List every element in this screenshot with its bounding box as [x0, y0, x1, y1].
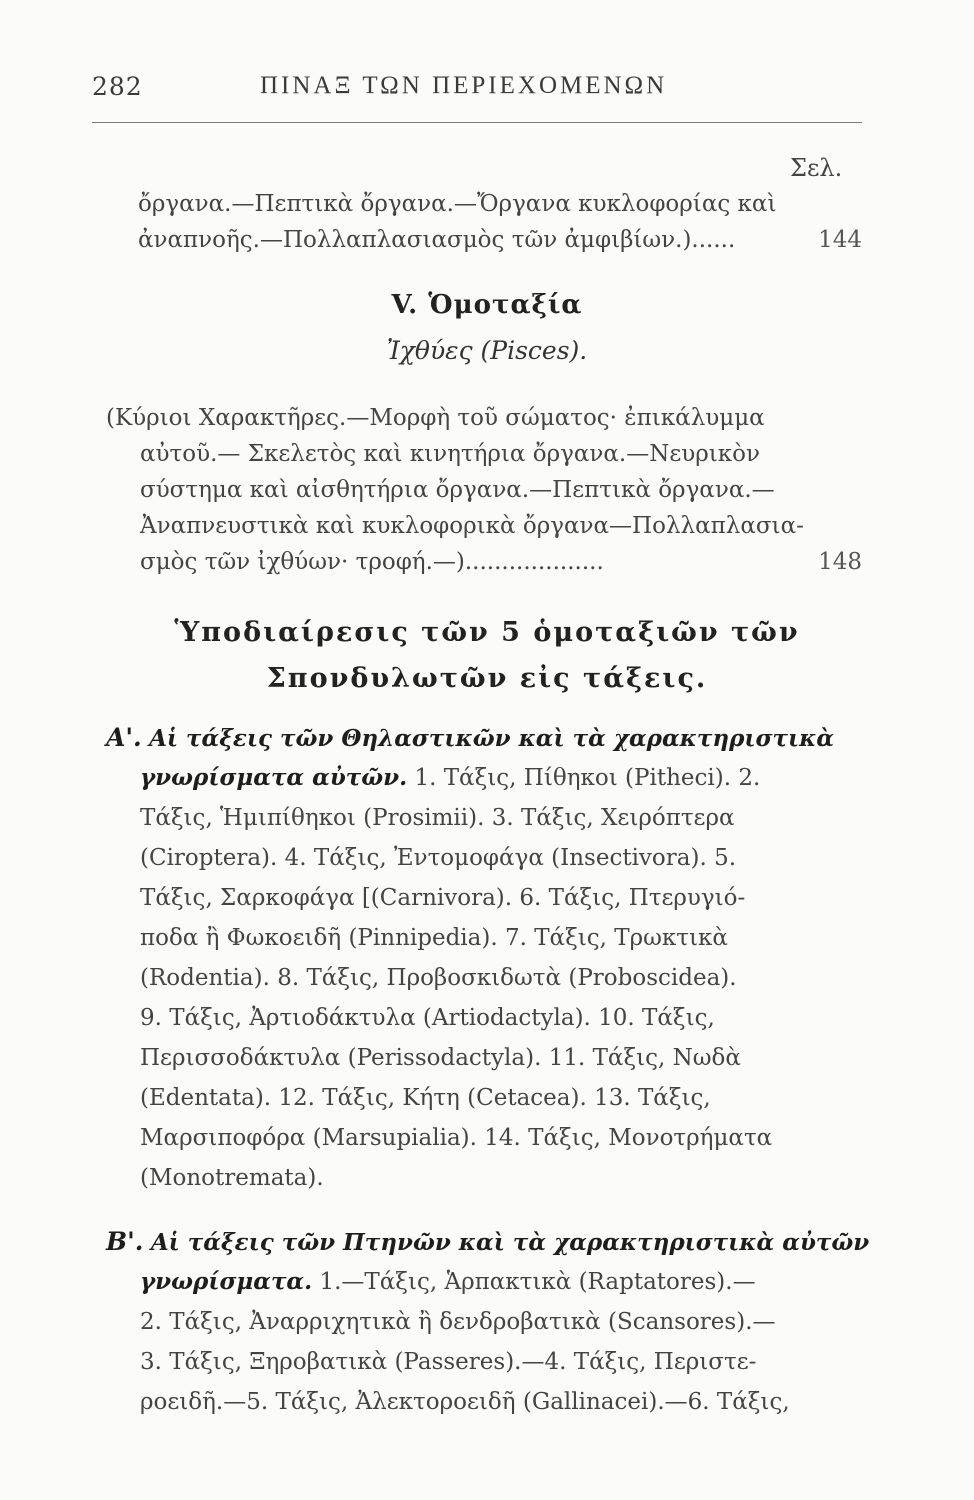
subsection-line: (Rodentia). 8. Τάξις, Προβοσκιδωτὰ (Proboscidea).: [140, 965, 737, 991]
description-line: σμὸς τῶν ἰχθύων· τροφή.—)...................: [140, 549, 604, 575]
subsection-title: γνωρίσματα αὐτῶν.: [140, 764, 408, 791]
subsection-title: Αἱ τάξεις τῶν Πτηνῶν καὶ τὰ χαρακτηριστικὰ αὐτῶν: [150, 1229, 870, 1256]
class-description: [106, 400, 862, 580]
running-title: ΠΙΝΑΞ ΤΩΝ ΠΕΡΙΕΧΟΜΕΝΩΝ: [260, 72, 668, 99]
subsection-line: 3. Τάξις, Ξηροβατικὰ (Passeres).—4. Τάξις, Περιστε-: [140, 1349, 757, 1375]
subsection-letter: Β'.: [106, 1227, 144, 1256]
page-column-label: Σελ.: [790, 154, 843, 182]
subsection-birds: [106, 1222, 870, 1422]
entry-line: ἀναπνοῆς.—Πολλαπλασιασμὸς τῶν ἀμφιβίων.)......: [138, 227, 736, 253]
class-name: Ἰχθύες (Pisces).: [386, 336, 588, 365]
page-number: 282: [92, 72, 143, 101]
entry-page-number: 144: [818, 227, 862, 253]
subsection-line: (Monotremata).: [140, 1165, 324, 1191]
description-line: αὐτοῦ.— Σκελετὸς καὶ κινητήρια ὄργανα.—Νευρικὸν: [140, 441, 761, 467]
subsection-line: 9. Τάξις, Ἀρτιοδάκτυλα (Artiodactyla). 10. Τάξις,: [140, 1005, 715, 1031]
subsection-line: ποδα ἢ Φωκοειδῆ (Pinnipedia). 7. Τάξις, Τρωκτικὰ: [140, 925, 728, 951]
subsection-line: (Edentata). 12. Τάξις, Κήτη (Cetacea). 13. Τάξις,: [140, 1085, 711, 1111]
subsection-line: Τάξις, Ἡμιπίθηκοι (Prosimii). 3. Τάξις, Χειρόπτερα: [140, 805, 735, 831]
entry-line: ὄργανα.—Πεπτικὰ ὄργανα.—Ὄργανα κυκλοφορίας καὶ: [138, 191, 777, 217]
subsection-line: (Ciroptera). 4. Τάξις, Ἐντομοφάγα (Insectivora). 5.: [140, 845, 737, 871]
subsection-line: 2. Τάξις, Ἀναρριχητικὰ ἢ δενδροβατικὰ (Scansores).—: [140, 1309, 776, 1335]
description-line: Ἀναπνευστικὰ καὶ κυκλοφορικὰ ὄργανα—Πολλαπλασια-: [140, 513, 804, 539]
previous-entry: [138, 186, 862, 258]
description-line: σύστημα καὶ αἰσθητήρια ὄργανα.—Πεπτικὰ ὄργανα.—: [140, 477, 775, 503]
section-heading: Ὑποδιαίρεσις τῶν 5 ὁμοταξιῶν τῶν: [174, 617, 800, 648]
section-heading: Σπονδυλωτῶν εἰς τάξεις.: [266, 663, 708, 694]
class-heading: V. Ὁμοταξία: [391, 290, 583, 320]
subsection-title: γνωρίσματα.: [140, 1268, 313, 1295]
subsection-letter: Α'.: [106, 723, 142, 752]
header-rule: [92, 122, 862, 123]
subsection-line: ροειδῆ.—5. Τάξις, Ἀλεκτοροειδῆ (Gallinacei).—6. Τάξις,: [140, 1389, 790, 1415]
subsection-line: 1. Τάξις, Πίθηκοι (Pitheci). 2.: [414, 765, 761, 791]
subsection-line: Περισσοδάκτυλα (Perissodactyla). 11. Τάξις, Νωδὰ: [140, 1045, 741, 1071]
description-line: (Κύριοι Χαρακτῆρες.—Μορφὴ τοῦ σώματος· ἐπικάλυμμα: [106, 405, 765, 431]
subsection-mammals: [106, 718, 862, 1198]
subsection-line: 1.—Τάξις, Ἁρπακτικὰ (Raptatores).—: [319, 1269, 756, 1295]
entry-page-number: 148: [818, 549, 862, 575]
subsection-title: Αἱ τάξεις τῶν Θηλαστικῶν καὶ τὰ χαρακτηριστικὰ: [149, 725, 835, 752]
subsection-line: Μαρσιποφόρα (Marsupialia). 14. Τάξις, Μονοτρήματα: [140, 1125, 773, 1151]
subsection-line: Τάξις, Σαρκοφάγα [(Carnivora). 6. Τάξις, Πτερυγιό-: [140, 885, 746, 911]
running-head: [92, 66, 862, 106]
